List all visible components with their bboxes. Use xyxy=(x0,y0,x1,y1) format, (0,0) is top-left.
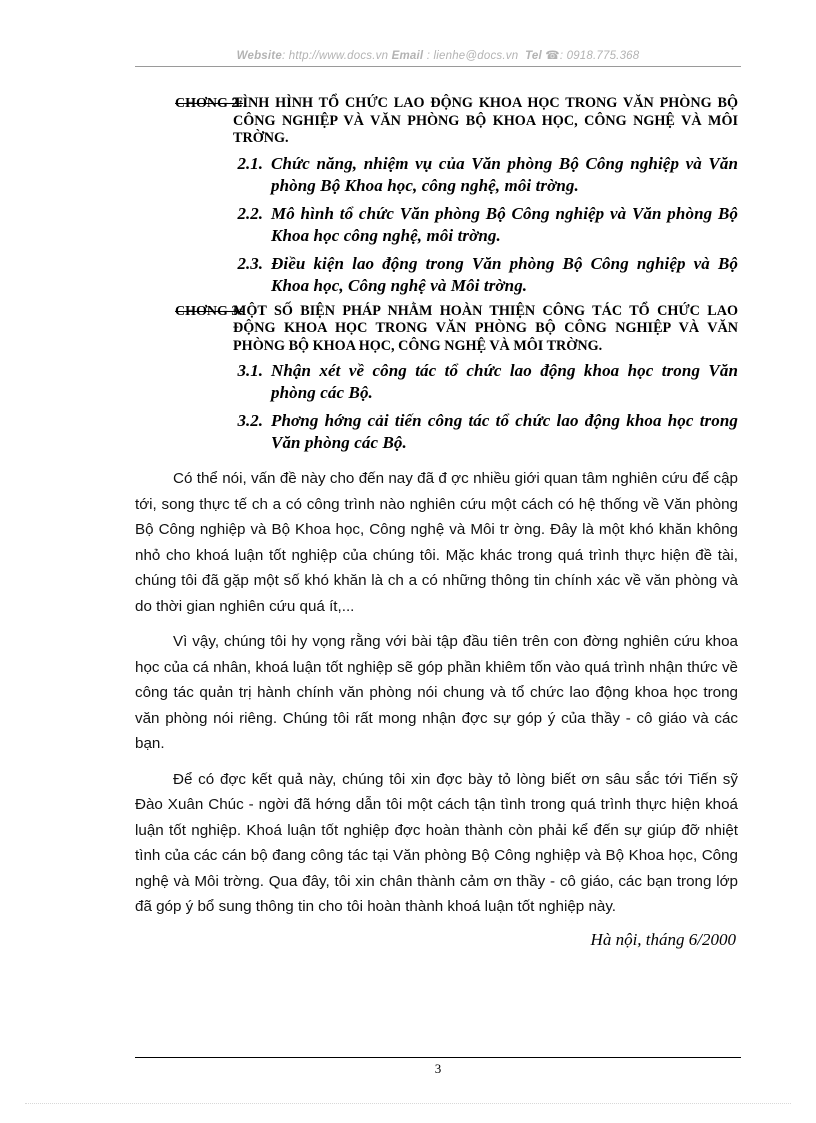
section-title: Chức năng, nhiệm vụ của Văn phòng Bộ Công nghiệp và Văn phòng Bộ Khoa học, công nghệ, môi trờng. xyxy=(271,153,738,195)
toc-section xyxy=(135,253,738,297)
date-signature: Hà nội, tháng 6/2000 xyxy=(590,929,736,949)
toc-section xyxy=(135,203,738,247)
website-label: Website xyxy=(236,50,282,62)
header-divider xyxy=(135,66,741,67)
chapter-label: CHƠNG 2: xyxy=(175,96,244,111)
chapter-3-heading xyxy=(135,303,738,356)
tel-value: ☎: 0918.775.368 xyxy=(545,50,640,62)
section-title: Điều kiện lao động trong Văn phòng Bộ Công nghiệp và Bộ Khoa học, Công nghệ và Môi trờng. xyxy=(271,253,738,295)
section-title: Mô hình tổ chức Văn phòng Bộ Công nghiệp và Văn phòng Bộ Khoa học công nghệ, môi trờng. xyxy=(271,203,738,245)
chapter-title: MỘT SỐ BIỆN PHÁP NHẰM HOÀN THIỆN CÔNG TÁC TỔ CHỨC LAO ĐỘNG KHOA HỌC TRONG VĂN PHÒNG BỘ CÔNG NGHIỆP VÀ VĂN PHÒNG BỘ KHOA HỌC, CÔNG NGHỆ VÀ MÔI TRỜNG. xyxy=(233,302,738,354)
chapter-label: CHƠNG 3: xyxy=(175,303,244,319)
email-label: Email xyxy=(391,50,424,62)
section-number: 2.2. xyxy=(237,203,263,223)
email-value: : lienhe@docs.vn xyxy=(426,50,519,62)
section-number: 3.2. xyxy=(237,411,263,430)
toc-section xyxy=(135,360,738,404)
website-value: : http://www.docs.vn xyxy=(281,50,389,62)
section-title: Nhận xét về công tác tổ chức lao động khoa học trong Văn phòng các Bộ. xyxy=(271,361,738,402)
document-body xyxy=(135,95,738,950)
page-number: 3 xyxy=(434,1061,442,1076)
tel-label: Tel xyxy=(525,50,542,62)
chapter-title: TÌNH HÌNH TỔ CHỨC LAO ĐỘNG KHOA HỌC TRONG VĂN PHÒNG BỘ CÔNG NGHIỆP VÀ VĂN PHÒNG BỘ KHOA HỌC, CÔNG NGHỆ VÀ MÔI TRỜNG. xyxy=(233,95,738,146)
section-number: 2.1. xyxy=(237,153,263,173)
toc-section xyxy=(135,153,738,197)
body-paragraph: Vì vậy, chúng tôi hy vọng rằng với bài tập đầu tiên trên con đờng nghiên cứu khoa học của cá nhân, khoá luận tốt nghiệp sẽ góp phần khiêm tốn vào quá trình nhận thức về công tác quản trị hành chính văn phòng nói chung và tổ chức lao động khoa học trong văn phòng nói riêng. Chúng tôi rất mong nhận đợc sự góp ý của thầy - cô giáo và các bạn. xyxy=(135,633,738,752)
toc-section xyxy=(135,410,738,454)
body-paragraph: Để có đợc kết quả này, chúng tôi xin đợc bày tỏ lòng biết ơn sâu sắc tới Tiến sỹ Đào Xuân Chúc - ngời đã hớng dẫn tôi một cách tận tình trong quá trình thực hiện khoá luận tốt nghiệp. Khoá luận tốt nghiệp đợc hoàn thành còn phải kể đến sự giúp đỡ nhiệt tình của các cán bộ đang công tác tại Văn phòng Bộ Công nghiệp và Bộ Khoa học, Công nghệ và Môi trờng. Qua đây, tôi xin chân thành cảm ơn thầy - cô giáo, các bạn trong lớp đã góp ý bổ sung thông tin cho tôi hoàn thành khoá luận tốt nghiệp này. xyxy=(135,770,738,915)
section-number: 3.1. xyxy=(237,361,263,380)
body-paragraph: Có thể nói, vấn đề này cho đến nay đã đ ợc nhiều giới quan tâm nghiên cứu để cập tới, song thực tế ch a có công trình nào nghiên cứu một cách có hệ thống về Văn phòng Bộ Công nghiệp và Bộ Khoa học, Công nghệ và Môi tr ờng. Đây là một khó khăn không nhỏ cho khoá luận tốt nghiệp của chúng tôi. Mặc khác trong quá trình thực hiện đề tài, chúng tôi đã gặp một số khó khăn là ch a có những thông tin chính xác về văn phòng và do thời gian nghiên cứu quá ít,... xyxy=(135,470,738,615)
chapter-2-heading xyxy=(135,95,738,148)
section-title: Phơng hớng cải tiến công tác tổ chức lao động khoa học trong Văn phòng các Bộ. xyxy=(271,411,738,452)
footer-divider xyxy=(135,1057,741,1058)
page-edge-dots xyxy=(25,1103,791,1104)
page-header xyxy=(135,48,741,62)
section-number: 2.3. xyxy=(237,253,263,273)
